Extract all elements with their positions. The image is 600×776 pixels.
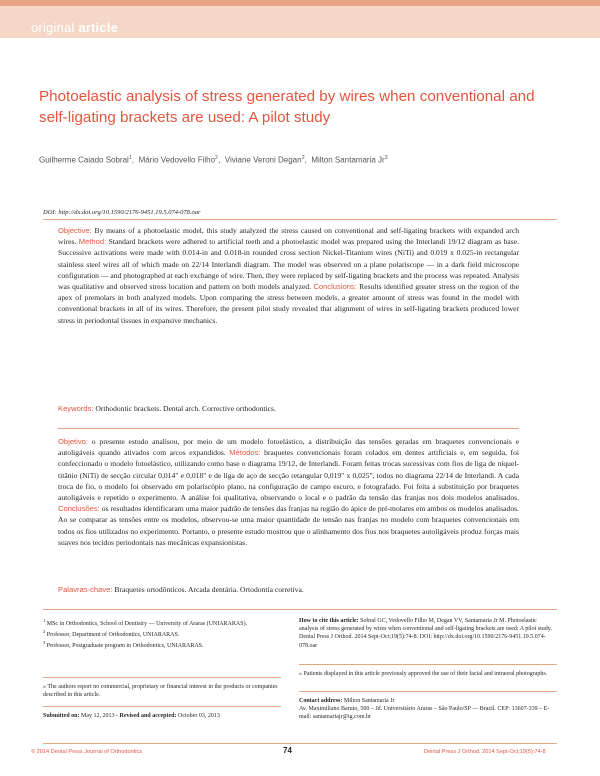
affiliations bbox=[43, 617, 281, 651]
page-number: 74 bbox=[283, 746, 292, 755]
author: Viviane Veroni Degan bbox=[224, 155, 302, 165]
banner-top-bar bbox=[0, 0, 600, 6]
author: Guilherme Caiado Sobral bbox=[39, 155, 129, 165]
divider bbox=[43, 706, 281, 707]
divider bbox=[43, 609, 557, 610]
footer-divider bbox=[43, 743, 557, 744]
doi-link[interactable]: DOI: http://dx.doi.org/10.1590/2176-9451.19.5.074-078.oar bbox=[43, 209, 201, 216]
keywords-english: Keywords: Orthodontic brackets. Dental arch. Corrective orthodontics. bbox=[58, 404, 276, 413]
divider bbox=[58, 428, 519, 429]
divider bbox=[299, 691, 557, 692]
divider bbox=[43, 677, 281, 678]
author: Milton Santamaria Jr bbox=[311, 155, 385, 165]
divider bbox=[43, 219, 557, 220]
contact-address: Contact address: Milton Santamaria Jr Av. Maximiliano Baruto, 500 – Jd. Universitário Araras – São Paulo/SP — Brazil. CEP: 13607-339 – E-mail: santamariajr@ig.com.br bbox=[299, 698, 550, 721]
submission-dates: Submitted on: May 12, 2013 - Revised and accepted: October 03, 2013 bbox=[43, 713, 220, 719]
keywords-portuguese: Palavras-chave: Braquetes ortodônticos. Arcada dentária. Ortodontia corretiva. bbox=[58, 585, 304, 594]
how-to-cite: How to cite this article: Sobral GC, Vedovello Filho M, Degan VV, Santamaria Jr M. Photoelastic analysis of stress generated by wires when conventional and self-ligating brackets are used: A pilot study. Dental Press J Orthod. 2014 Sept-Oct;19(5):74-8. DOI: http://dx.doi.org/10.1590/2176-9451.19.5.074-078.oar bbox=[299, 618, 552, 649]
patient-consent: » Patients displayed in this article previously approved the use of their facial and intraoral photographs. bbox=[299, 671, 548, 677]
journal-citation: Dental Press J Orthod. 2014 Sept-Oct;19(5):74-8 bbox=[424, 749, 546, 755]
abstract-english: Objective: By means of a photoelastic model, this study analyzed the stress caused on conventional and self-ligating brackets with expanded arch wires. Method: Standard brackets were adhered to artificial teeth and a photoelastic model was prepared using the Interlandi 19/12 diagram as base. Successive activations were made with 0.014-in and 0.018-in rounded cross section Nickel-Titanium wires (NiTi) and 0.019 x 0.025-in rectangular stainless steel wires all of which made on 22/14 Interlandi diagram. The model was observed on a plane polariscope — in a dark field microscope configuration — and photographed at each exchange of wire. Then, they were replaced by self-ligating brackets and the process was repeated. Analysis was qualitative and observed stress location and pattern on both models analyzed. Conclusions: Results identified greater stress on the region of the apex of premolars in both analyzed models. Upon comparing the stress between models, a greater amount of stress was found in the model with conventional brackets in all of its wires. Therefore, the present pilot study revealed that alignment of wires in self-ligating brackets produced lower stress in periodontal tissues in expansive mechanics. bbox=[58, 226, 519, 325]
article-title: Photoelastic analysis of stress generated by wires when conventional and self-ligating brackets are used: A pilot study bbox=[39, 88, 535, 126]
conflict-of-interest: » The authors report no commercial, proprietary or financial interest in the products or companies described in this article. bbox=[43, 684, 278, 699]
affiliation-item: $^1$ MSc in Orthodontics, School of Dentistry — University of Araras (UNIARARAS). bbox=[43, 618, 248, 627]
author: Mário Vedovello Filho bbox=[138, 155, 216, 165]
section-label: original article bbox=[31, 20, 119, 35]
affiliation-item: $^2$ Professor, Department of Orthodontics, UNIARARAS. bbox=[43, 629, 180, 639]
abstract-portuguese: Objetivo: o presente estudo analisou, por meio de um modelo fotoelástico, a distribuição das tensões geradas em braquetes convencionais e autoligáveis quando ativados com arcos expandidos. Métodos: braquetes convencionais foram colados em dentes artificiais e, em seguida, foi confeccionado o modelo fotoelástico, utilizando como base o diagrama 19/12, de Interlandi. Foram feitas trocas sucessivas com fios de liga de níquel-titânio (NiTi) de secção circular 0,014" e 0,018" e de liga de aço de secção retangular 0,019" x 0,025", todos no diagrama 22/14 de Interlandi. A cada troca de fio, o modelo foi observado em polariscópio plano, na configuração de campo escuro, e fotografado. Foi feita a substituição por braquetes autoligáveis e repetido o experimento. A análise foi qualitativa, observando o local e o padrão da tensão das franjas nos dois modelos analisados. Conclusões: os resultados identificaram uma maior padrão de tensões das franjas na região do ápice de pré-molares em ambos os modelos analisados. Ao se comparar as tensões entre os modelos, observou-se uma maior quantidade de tensão nas franjas no modelo com braquetes convencionais em todos os fios utilizados no experimento. Portanto, o presente estudo mostrou que o alinhamento dos fios nos braquetes autoligáveis produz forças mais suaves nos tecidos periodontais nas mecânicas expansionistas. bbox=[58, 437, 519, 547]
copyright: © 2014 Dental Press Journal of Orthodontics bbox=[31, 749, 143, 755]
divider bbox=[299, 664, 557, 665]
affiliation-item: $^3$ Professor, Postgraduate program in Orthodontics, UNIARARAS. bbox=[43, 640, 204, 650]
author-list: Guilherme Caiado Sobral$^1$, Mário Vedovello Filho$^2$, Viviane Veroni Degan$^2$, Milton Santamaria Jr$^3$ bbox=[39, 155, 388, 165]
